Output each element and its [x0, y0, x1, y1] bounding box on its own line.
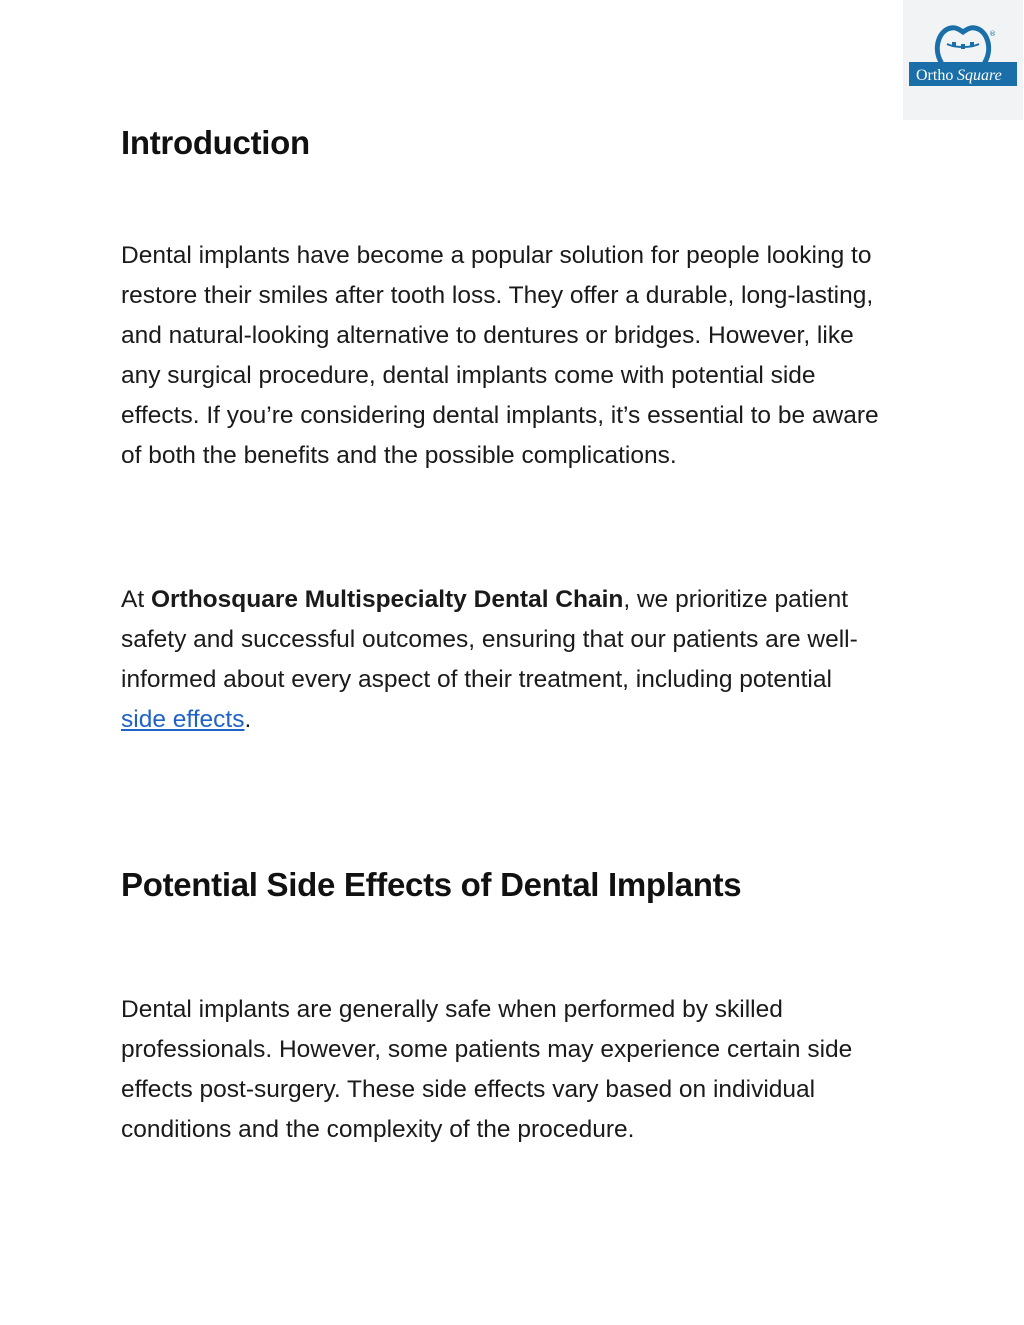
introduction-paragraph: Dental implants have become a popular solution for people looking to restore their smiles after tooth loss. They offer a durable, long-lasting, and natural-looking alternative to dentures or bridges. However, like any surgical procedure, dental implants come with potential side effects. If you’re considering dental implants, it’s essential to be aware of both the benefits and the possible complications. — [121, 242, 879, 469]
introduction-heading: Introduction — [121, 124, 310, 161]
side-effects-paragraph: Dental implants are generally safe when performed by skilled professionals. However, some patients may experience certain side effects post-surgery. These side effects vary based on individual conditions and the complexity of the procedure. — [121, 996, 853, 1143]
brand-name-right: Square — [957, 67, 1002, 84]
registered-mark: ® — [989, 30, 996, 38]
clinic-name: Orthosquare Multispecialty Dental Chain — [150, 586, 624, 613]
tooth-braces-logo-icon — [903, 0, 1023, 120]
orthosquare-paragraph — [121, 580, 881, 740]
paragraph-prefix: At — [121, 586, 151, 613]
side-effects-link[interactable]: side effects — [121, 706, 245, 733]
brand-name-left: Ortho — [916, 67, 954, 84]
side-effects-heading: Potential Side Effects of Dental Implants — [121, 866, 742, 903]
paragraph-middle: , we prioritize patient safety and successful outcomes, ensuring that our patients are well-informed about every aspect of their treatment, including potential — [121, 586, 858, 693]
paragraph-suffix: . — [244, 706, 252, 733]
orthosquare-logo — [903, 0, 1023, 120]
